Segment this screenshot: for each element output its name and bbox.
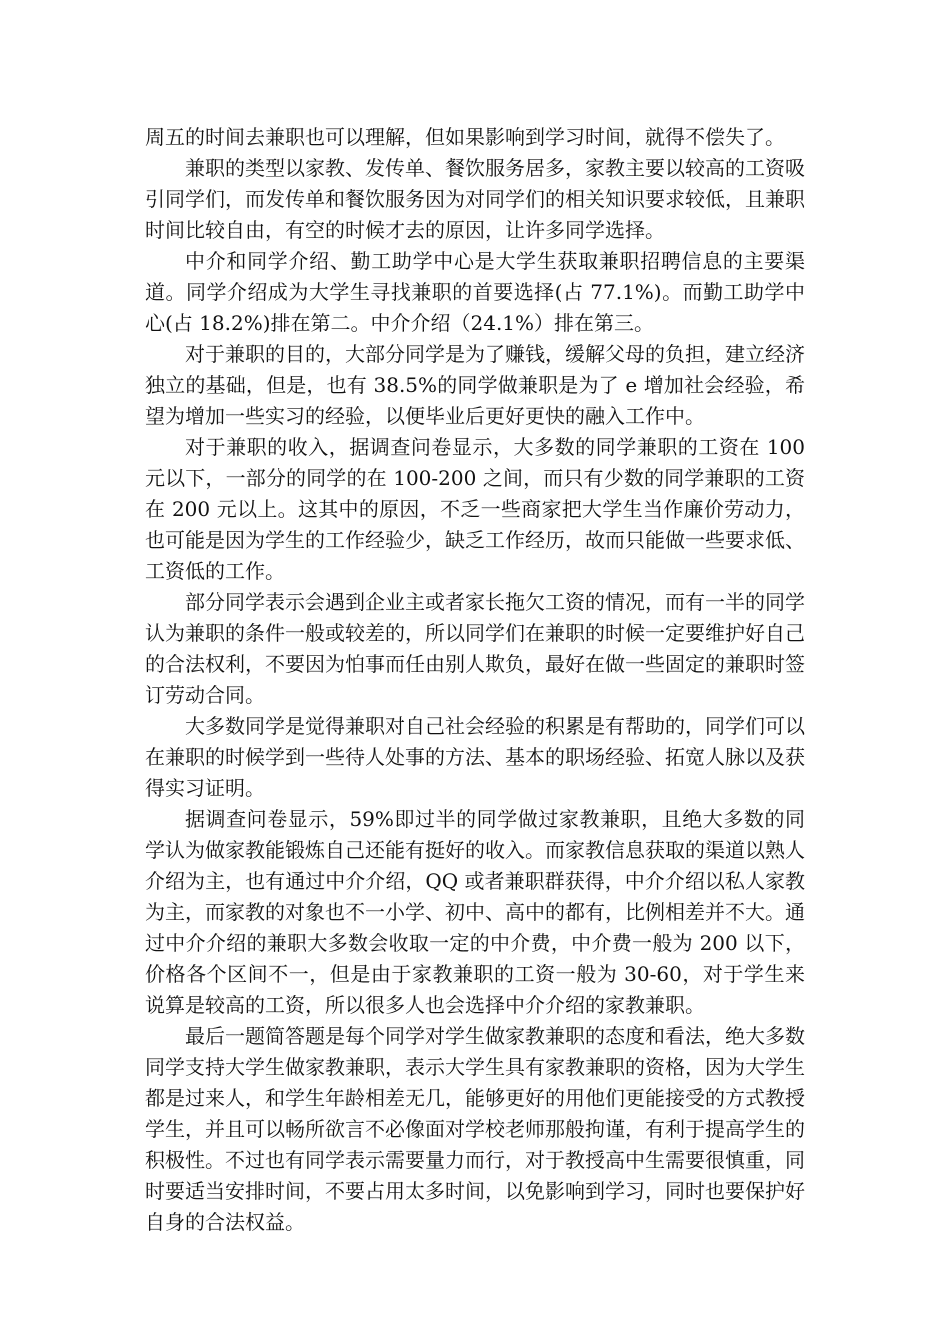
paragraph-tutoring: 据调查问卷显示，59%即过半的同学做过家教兼职，且绝大多数的同学认为做家教能锻炼自己还能有挺好的收入。而家教信息获取的渠道以熟人介绍为主，也有通过中介介绍，QQ 或者兼职群获得，中介介绍以私人家教为主，而家教的对象也不一小学、初中、高中的都有，比例相差并不大。通过中介介绍的兼职大多数会收取一定的中介费，中介费一般为 200 以下，价格各个区间不一，但是由于家教兼职的工资一般为 30-60，对于学生来说算是较高的工资，所以很多人也会选择中介介绍的家教兼职。 (145, 807, 805, 1017)
paragraph-job-purpose: 对于兼职的目的，大部分同学是为了赚钱，缓解父母的负担，建立经济独立的基础，但是，也有 38.5%的同学做兼职是为了 e 增加社会经验，希望为增加一些实习的经验，以便毕业后更好更快的融入工作中。 (145, 342, 805, 428)
paragraph-unpaid-wages: 部分同学表示会遇到企业主或者家长拖欠工资的情况，而有一半的同学认为兼职的条件一般或较差的，所以同学们在兼职的时候一定要维护好自己的合法权利，不要因为怕事而任由别人欺负，最好在做一些固定的兼职时签订劳动合同。 (145, 590, 805, 707)
paragraph-continuation: 周五的时间去兼职也可以理解，但如果影响到学习时间，就得不偿失了。 (145, 125, 785, 149)
paragraph-experience: 大多数同学是觉得兼职对自己社会经验的积累是有帮助的，同学们可以在兼职的时候学到一些待人处事的方法、基本的职场经验、拓宽人脉以及获得实习证明。 (145, 714, 805, 800)
document-page (145, 122, 805, 1238)
paragraph-info-channels: 中介和同学介绍、勤工助学中心是大学生获取兼职招聘信息的主要渠道。同学介绍成为大学生寻找兼职的首要选择(占 77.1%)。而勤工助学中心(占 18.2%)排在第二。中介介绍（24.1%）排在第三。 (145, 249, 805, 335)
paragraph-job-income: 对于兼职的收入，据调查问卷显示，大多数的同学兼职的工资在 100 元以下，一部分的同学的在 100-200 之间，而只有少数的同学兼职的工资在 200 元以上。这其中的原因，不乏一些商家把大学生当作廉价劳动力，也可能是因为学生的工作经验少，缺乏工作经历，故而只能做一些要求低、工资低的工作。 (145, 435, 805, 583)
paragraph-final-question: 最后一题简答题是每个同学对学生做家教兼职的态度和看法，绝大多数同学支持大学生做家教兼职，表示大学生具有家教兼职的资格，因为大学生都是过来人，和学生年龄相差无几，能够更好的用他们更能接受的方式教授学生，并且可以畅所欲言不必像面对学校老师那般拘谨，有利于提高学生的积极性。不过也有同学表示需要量力而行，对于教授高中生需要很慎重，同时要适当安排时间，不要占用太多时间，以免影响到学习，同时也要保护好自身的合法权益。 (145, 1024, 805, 1234)
paragraph-job-types: 兼职的类型以家教、发传单、餐饮服务居多，家教主要以较高的工资吸引同学们，而发传单和餐饮服务因为对同学们的相关知识要求较低，且兼职时间比较自由，有空的时候才去的原因，让许多同学选择。 (145, 156, 805, 242)
